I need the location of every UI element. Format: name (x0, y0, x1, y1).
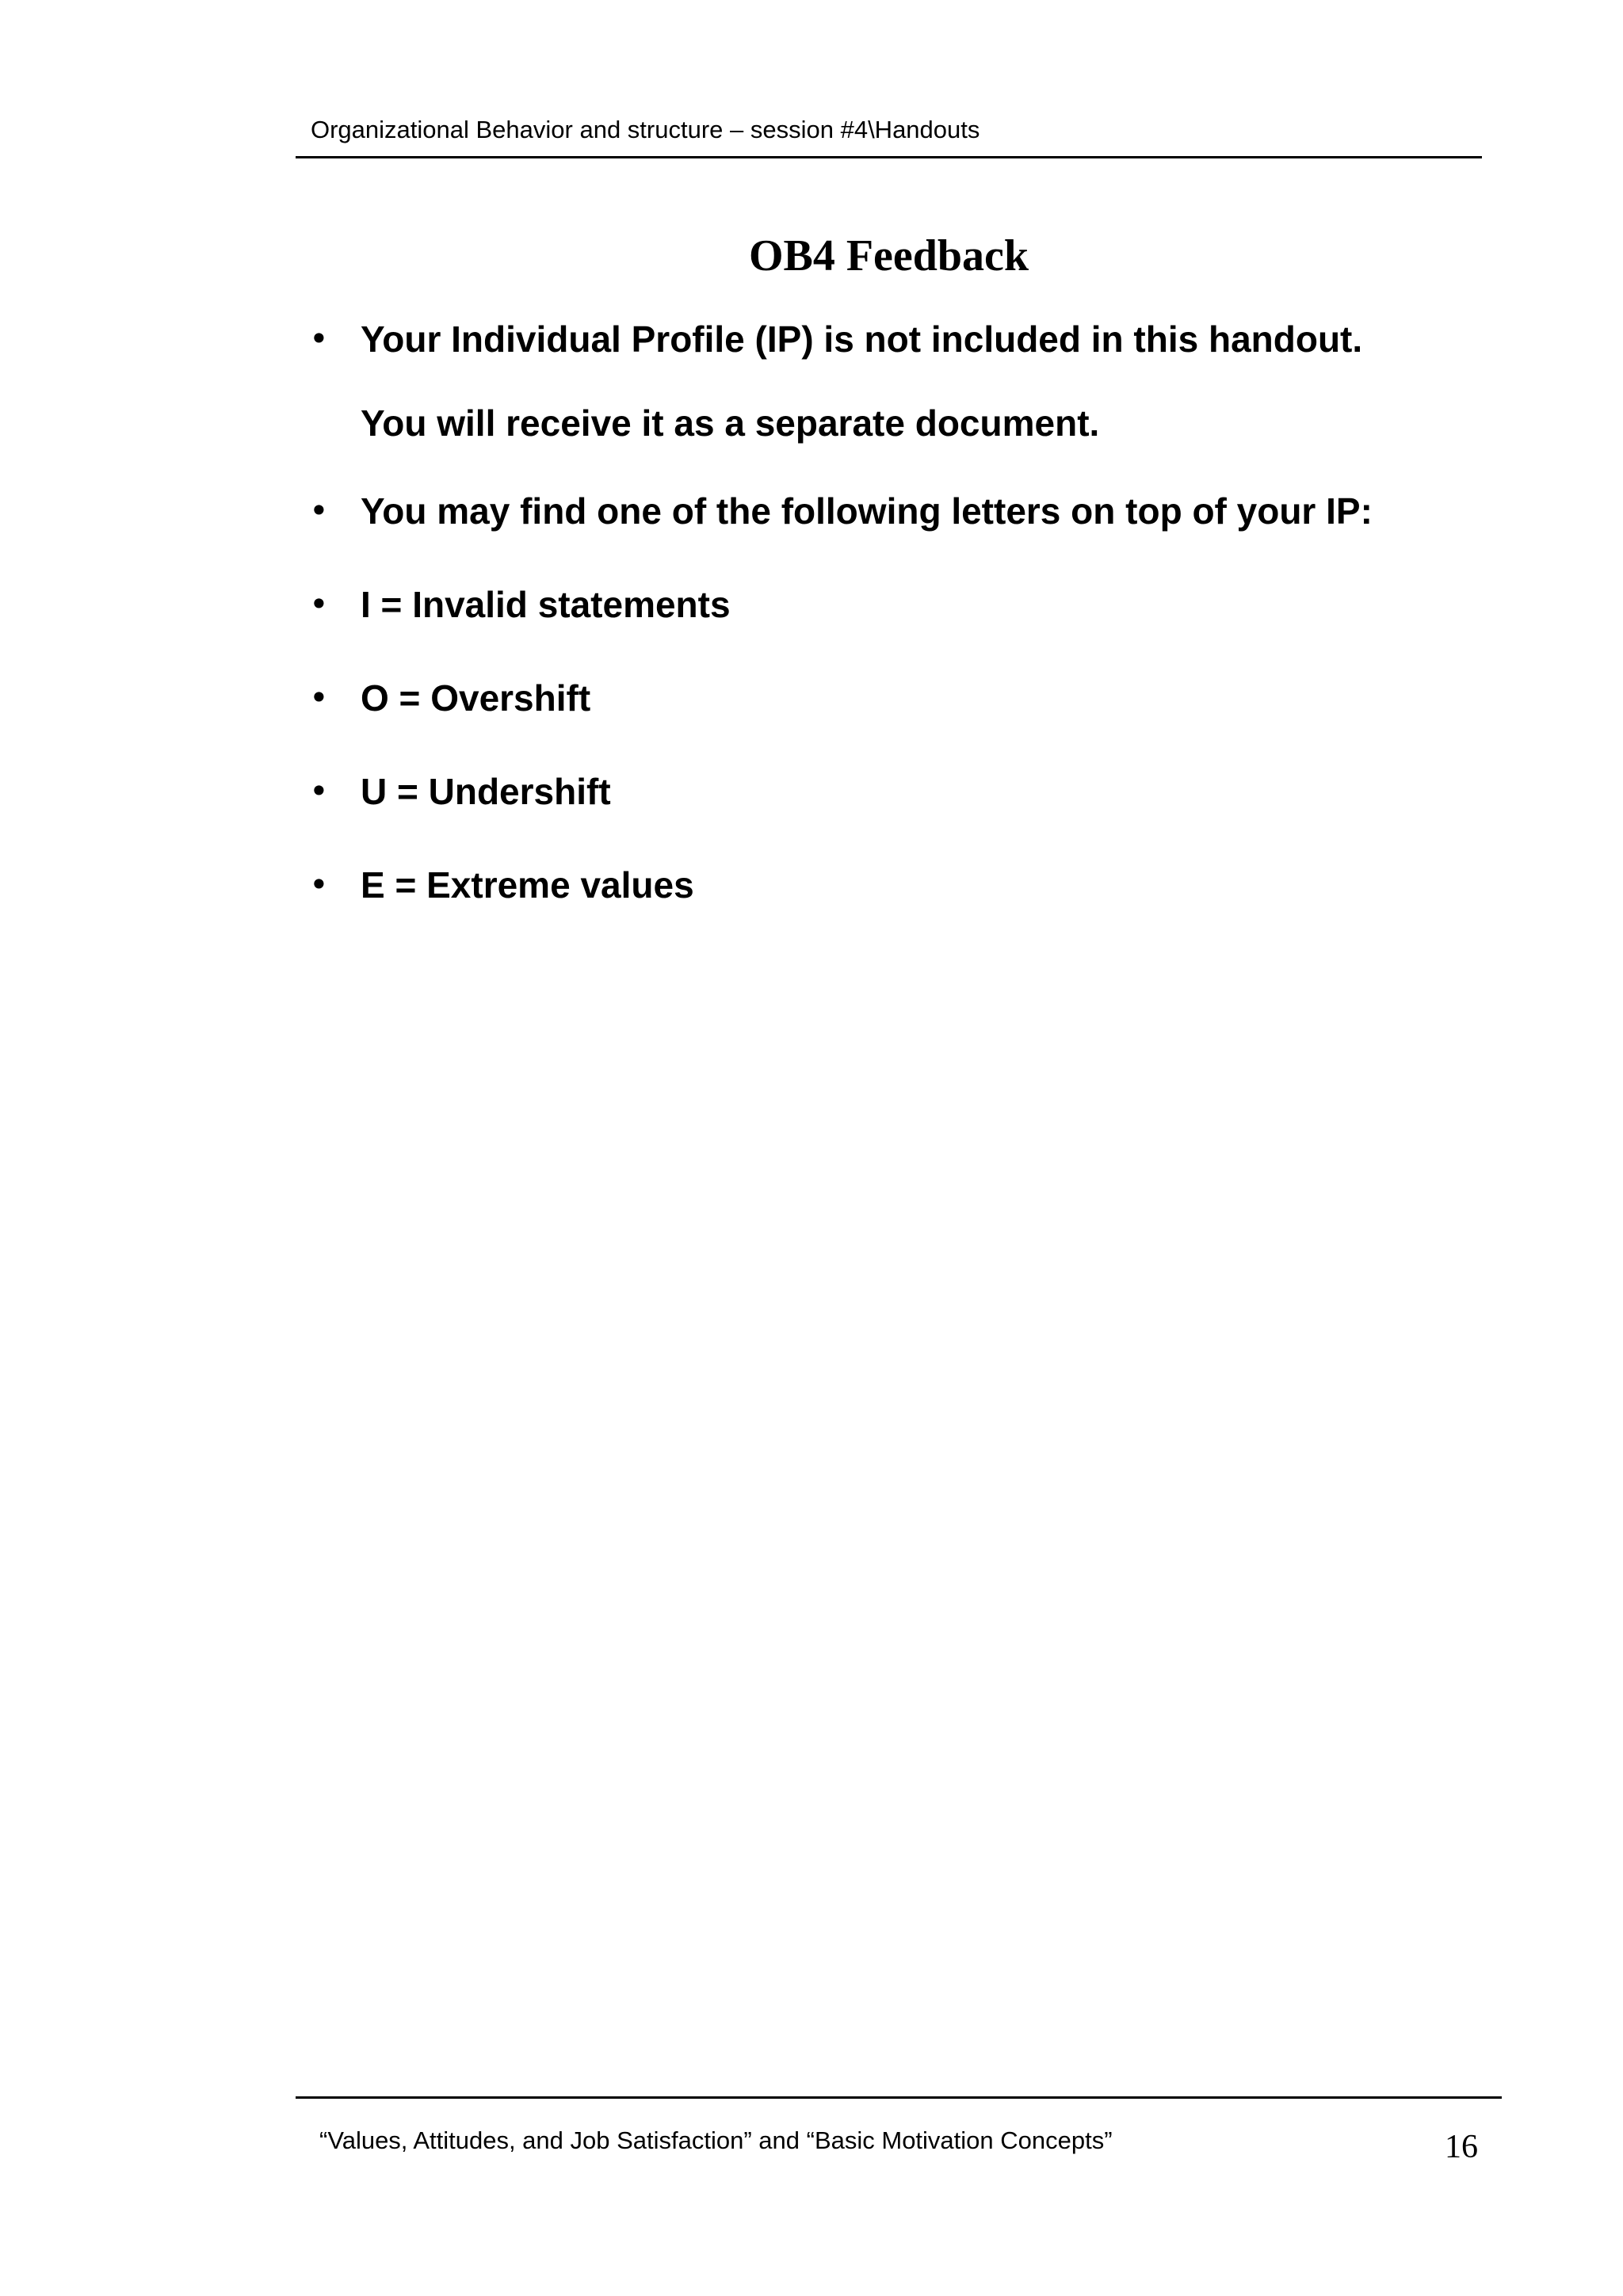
page-number: 16 (1445, 2129, 1478, 2165)
bullet-text: E = Extreme values (361, 864, 694, 906)
bullet-text: O = Overshift (361, 677, 591, 719)
bullet-icon: • (309, 585, 329, 624)
list-item (309, 673, 1482, 723)
bullet-text: U = Undershift (361, 771, 611, 812)
footer-text: “Values, Attitudes, and Job Satisfaction” and “Basic Motivation Concepts” (319, 2126, 1113, 2154)
page-title: OB4 Feedback (748, 231, 1029, 280)
bullet-text: Your Individual Profile (IP) is not included in this handout. (361, 318, 1363, 360)
list-item (309, 860, 1482, 910)
header-text: Organizational Behavior and structure – session #4\Handouts (311, 116, 980, 143)
footer-rule (296, 2096, 1502, 2099)
list-item (309, 579, 1482, 630)
bullet-icon: • (309, 319, 329, 358)
bullet-icon: • (309, 678, 329, 717)
bullet-text: I = Invalid statements (361, 584, 731, 625)
bullet-icon: • (309, 865, 329, 904)
bullet-icon: • (309, 772, 329, 810)
list-item (309, 314, 1482, 364)
bullet-continuation-text: You will receive it as a separate document. (361, 402, 1100, 444)
bullet-icon: • (309, 491, 329, 530)
list-item (309, 766, 1482, 817)
list-item-continuation (309, 398, 1482, 448)
list-item (309, 486, 1482, 536)
bullet-text: You may find one of the following letters on top of your IP: (361, 490, 1373, 532)
header-rule (296, 156, 1482, 158)
